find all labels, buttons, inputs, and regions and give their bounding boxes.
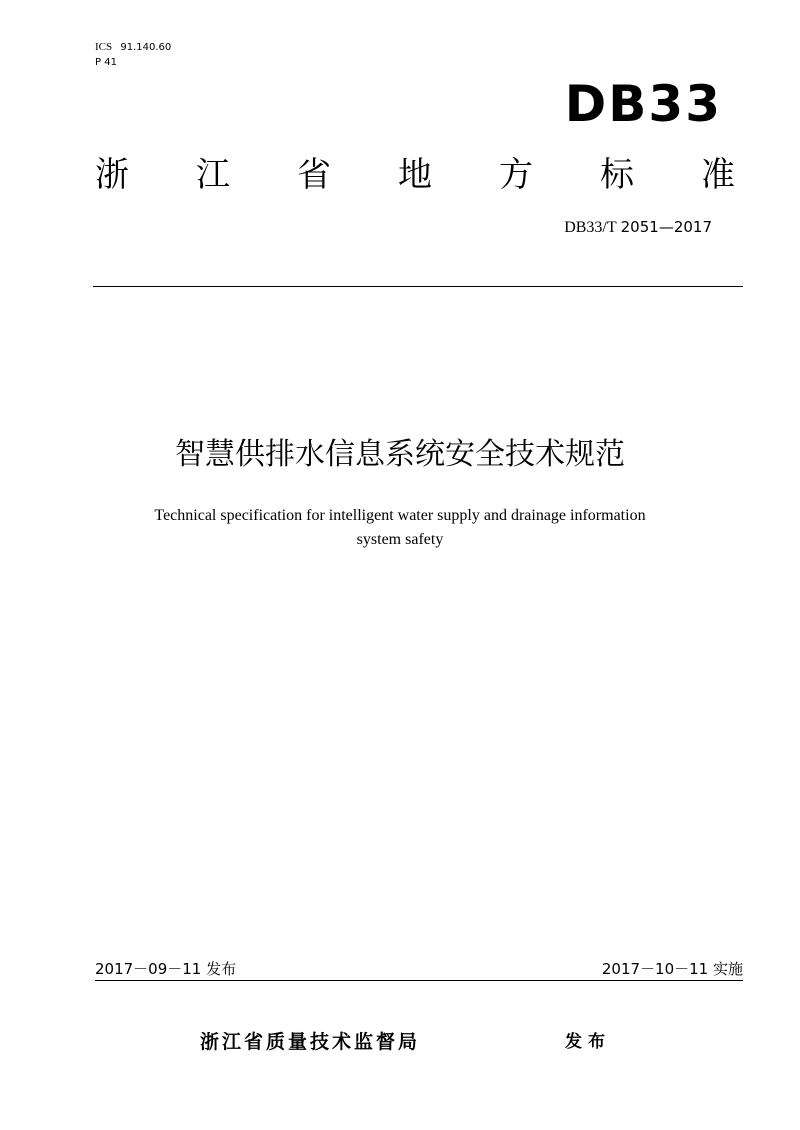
implement-date: 2017－10－11 实施 [601, 960, 743, 978]
standard-type-char: 标 [600, 155, 634, 195]
ics-number: 91.140.60 [120, 42, 172, 53]
standard-type-char: 方 [499, 155, 533, 195]
standard-number-digits: 2051—2017 [620, 218, 712, 236]
standard-number [564, 216, 712, 239]
standard-type-heading [95, 150, 735, 200]
standard-number-prefix: DB33/T [564, 219, 617, 236]
classification-code: P 41 [95, 57, 117, 68]
db33-logo: DB33 [564, 75, 722, 133]
header-divider [93, 286, 743, 287]
english-title-line: system safety [356, 531, 444, 548]
standard-type-char: 江 [196, 155, 230, 195]
issuing-authority: 浙江省质量技术监督局 [200, 1031, 421, 1053]
publish-date: 2017－09－11 发布 [95, 960, 237, 978]
ics-label: ICS [95, 41, 113, 53]
issue-label: 发布 [565, 1032, 611, 1052]
standard-type-char: 地 [398, 155, 432, 195]
chinese-title: 智慧供排水信息系统安全技术规范 [175, 437, 625, 472]
standard-type-char: 准 [701, 155, 735, 195]
standard-type-char: 省 [297, 155, 331, 195]
ics-code [95, 40, 171, 55]
date-row [95, 958, 743, 981]
english-title-line: Technical specification for intelligent water supply and drainage information [154, 507, 646, 524]
standard-type-char: 浙 [95, 155, 129, 195]
english-title [100, 504, 700, 552]
